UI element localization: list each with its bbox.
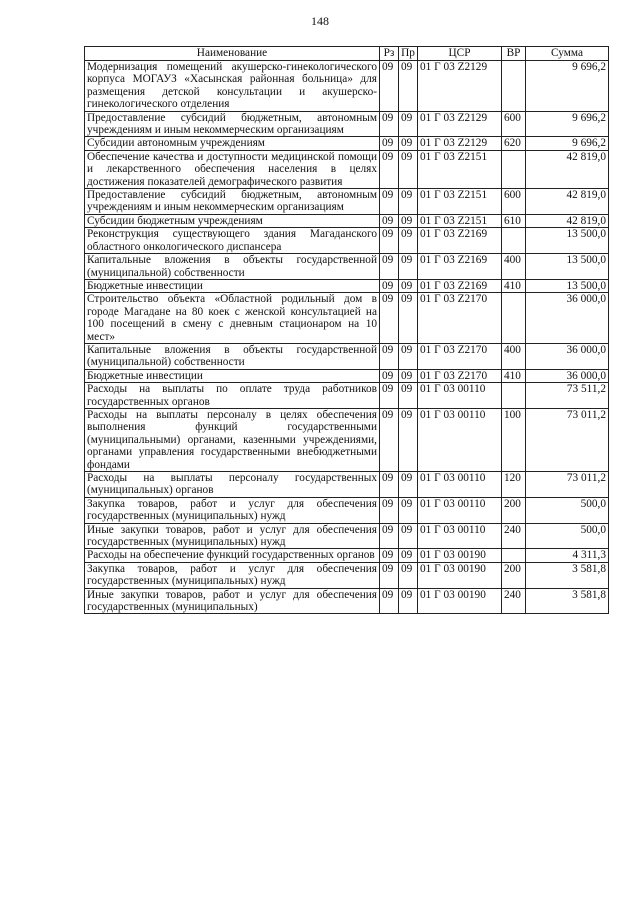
row-rz-cell: 09 — [380, 228, 399, 254]
row-vr-cell — [502, 150, 526, 188]
row-pr-cell: 09 — [399, 383, 418, 409]
table-row — [85, 383, 609, 409]
row-csr-cell: 01 Г 03 00110 — [418, 497, 502, 523]
row-vr-cell: 410 — [502, 279, 526, 292]
row-name-cell: Строительство объекта «Областной родильный дом в городе Магадане на 80 коек с женской консультацией на 100 посещений в смену с дневным стационаром на 10 мест» — [85, 293, 380, 344]
row-rz-cell: 09 — [380, 472, 399, 498]
row-sum-cell: 42 819,0 — [526, 150, 609, 188]
row-vr-cell: 400 — [502, 343, 526, 369]
row-rz-cell: 09 — [380, 562, 399, 588]
row-name-cell: Предоставление субсидий бюджетным, автономным учреждениям и иным некоммерческим организациям — [85, 111, 380, 137]
row-sum-cell: 4 311,3 — [526, 549, 609, 562]
budget-table — [84, 46, 609, 614]
row-rz-cell: 09 — [380, 111, 399, 137]
row-rz-cell: 09 — [380, 61, 399, 112]
page-number: 148 — [311, 14, 329, 28]
table-row — [85, 61, 609, 112]
row-name-cell: Модернизация помещений акушерско-гинекологического корпуса МОГАУЗ «Хасынская районная больница» для размещения детской консультации и акушерско-гинекологического отделения — [85, 61, 380, 112]
row-csr-cell: 01 Г 03 Z2151 — [418, 150, 502, 188]
row-rz-cell: 09 — [380, 279, 399, 292]
row-sum-cell: 13 500,0 — [526, 228, 609, 254]
row-pr-cell: 09 — [399, 523, 418, 549]
row-name-cell: Расходы на выплаты персоналу в целях обеспечения выполнения функций государственными (муниципальными) органами, казенными учреждениями, органами управления государственными внебюджетными фондами — [85, 408, 380, 471]
row-rz-cell: 09 — [380, 588, 399, 614]
row-name-cell: Бюджетные инвестиции — [85, 369, 380, 382]
row-rz-cell: 09 — [380, 150, 399, 188]
header-pr: Пр — [399, 47, 418, 61]
row-name-cell: Иные закупки товаров, работ и услуг для обеспечения государственных (муниципальных) — [85, 588, 380, 614]
row-rz-cell: 09 — [380, 383, 399, 409]
row-vr-cell — [502, 383, 526, 409]
row-csr-cell: 01 Г 03 Z2129 — [418, 111, 502, 137]
row-vr-cell: 600 — [502, 111, 526, 137]
row-name-cell: Капитальные вложения в объекты государственной (муниципальной) собственности — [85, 343, 380, 369]
row-rz-cell: 09 — [380, 293, 399, 344]
table-row — [85, 497, 609, 523]
row-sum-cell: 9 696,2 — [526, 61, 609, 112]
header-name: Наименование — [85, 47, 380, 61]
row-rz-cell: 09 — [380, 343, 399, 369]
row-vr-cell — [502, 228, 526, 254]
row-vr-cell — [502, 549, 526, 562]
row-rz-cell: 09 — [380, 523, 399, 549]
row-csr-cell: 01 Г 03 00190 — [418, 588, 502, 614]
row-vr-cell: 400 — [502, 254, 526, 280]
row-rz-cell: 09 — [380, 137, 399, 150]
row-sum-cell: 42 819,0 — [526, 189, 609, 215]
table-row — [85, 293, 609, 344]
row-csr-cell: 01 Г 03 Z2129 — [418, 137, 502, 150]
row-name-cell: Иные закупки товаров, работ и услуг для обеспечения государственных (муниципальных) нужд — [85, 523, 380, 549]
row-pr-cell: 09 — [399, 189, 418, 215]
row-sum-cell: 73 011,2 — [526, 408, 609, 471]
row-name-cell: Расходы на обеспечение функций государственных органов — [85, 549, 380, 562]
row-csr-cell: 01 Г 03 00110 — [418, 383, 502, 409]
row-name-cell: Субсидии бюджетным учреждениям — [85, 214, 380, 227]
row-csr-cell: 01 Г 03 00110 — [418, 472, 502, 498]
row-name-cell: Предоставление субсидий бюджетным, автономным учреждениям и иным некоммерческим организациям — [85, 189, 380, 215]
table-row — [85, 343, 609, 369]
row-csr-cell: 01 Г 03 Z2170 — [418, 293, 502, 344]
table-row — [85, 369, 609, 382]
table-row — [85, 111, 609, 137]
table-row — [85, 137, 609, 150]
table-row — [85, 214, 609, 227]
table-body — [85, 61, 609, 614]
row-vr-cell: 240 — [502, 523, 526, 549]
row-sum-cell: 13 500,0 — [526, 279, 609, 292]
row-pr-cell: 09 — [399, 562, 418, 588]
row-vr-cell: 410 — [502, 369, 526, 382]
row-vr-cell — [502, 293, 526, 344]
row-vr-cell: 240 — [502, 588, 526, 614]
row-csr-cell: 01 Г 03 00190 — [418, 549, 502, 562]
row-sum-cell: 36 000,0 — [526, 343, 609, 369]
header-sum: Сумма — [526, 47, 609, 61]
row-pr-cell: 09 — [399, 472, 418, 498]
row-name-cell: Реконструкция существующего здания Магаданского областного онкологического диспансера — [85, 228, 380, 254]
row-sum-cell: 500,0 — [526, 497, 609, 523]
row-pr-cell: 09 — [399, 549, 418, 562]
row-vr-cell: 200 — [502, 562, 526, 588]
row-pr-cell: 09 — [399, 279, 418, 292]
row-csr-cell: 01 Г 03 Z2170 — [418, 343, 502, 369]
row-rz-cell: 09 — [380, 408, 399, 471]
row-csr-cell: 01 Г 03 Z2151 — [418, 214, 502, 227]
row-csr-cell: 01 Г 03 00110 — [418, 408, 502, 471]
row-csr-cell: 01 Г 03 00110 — [418, 523, 502, 549]
row-vr-cell — [502, 61, 526, 112]
header-csr: ЦСР — [418, 47, 502, 61]
row-sum-cell: 13 500,0 — [526, 254, 609, 280]
table-row — [85, 588, 609, 614]
row-pr-cell: 09 — [399, 228, 418, 254]
table-row — [85, 472, 609, 498]
row-sum-cell: 500,0 — [526, 523, 609, 549]
table-row — [85, 549, 609, 562]
row-sum-cell: 3 581,8 — [526, 588, 609, 614]
row-rz-cell: 09 — [380, 189, 399, 215]
row-pr-cell: 09 — [399, 293, 418, 344]
row-csr-cell: 01 Г 03 00190 — [418, 562, 502, 588]
row-pr-cell: 09 — [399, 588, 418, 614]
row-name-cell: Расходы на выплаты по оплате труда работников государственных органов — [85, 383, 380, 409]
row-pr-cell: 09 — [399, 111, 418, 137]
table-row — [85, 150, 609, 188]
row-sum-cell: 42 819,0 — [526, 214, 609, 227]
row-vr-cell: 200 — [502, 497, 526, 523]
row-pr-cell: 09 — [399, 254, 418, 280]
header-vr: ВР — [502, 47, 526, 61]
row-sum-cell: 9 696,2 — [526, 111, 609, 137]
row-name-cell: Капитальные вложения в объекты государственной (муниципальной) собственности — [85, 254, 380, 280]
row-sum-cell: 36 000,0 — [526, 293, 609, 344]
row-pr-cell: 09 — [399, 343, 418, 369]
row-vr-cell: 100 — [502, 408, 526, 471]
row-rz-cell: 09 — [380, 369, 399, 382]
row-sum-cell: 36 000,0 — [526, 369, 609, 382]
row-vr-cell: 620 — [502, 137, 526, 150]
row-pr-cell: 09 — [399, 369, 418, 382]
row-rz-cell: 09 — [380, 497, 399, 523]
row-csr-cell: 01 Г 03 Z2169 — [418, 279, 502, 292]
row-name-cell: Закупка товаров, работ и услуг для обеспечения государственных (муниципальных) нужд — [85, 562, 380, 588]
table-row — [85, 523, 609, 549]
row-vr-cell: 120 — [502, 472, 526, 498]
row-sum-cell: 9 696,2 — [526, 137, 609, 150]
row-pr-cell: 09 — [399, 61, 418, 112]
row-pr-cell: 09 — [399, 137, 418, 150]
table-row — [85, 562, 609, 588]
table-row — [85, 279, 609, 292]
row-pr-cell: 09 — [399, 408, 418, 471]
table-row — [85, 228, 609, 254]
row-csr-cell: 01 Г 03 Z2169 — [418, 254, 502, 280]
row-name-cell: Обеспечение качества и доступности медицинской помощи и лекарственного обеспечения населения в целях достижения показателей демографического развития — [85, 150, 380, 188]
row-rz-cell: 09 — [380, 254, 399, 280]
row-sum-cell: 73 011,2 — [526, 472, 609, 498]
row-pr-cell: 09 — [399, 214, 418, 227]
row-name-cell: Субсидии автономным учреждениям — [85, 137, 380, 150]
row-csr-cell: 01 Г 03 Z2151 — [418, 189, 502, 215]
row-rz-cell: 09 — [380, 214, 399, 227]
table-row — [85, 254, 609, 280]
row-pr-cell: 09 — [399, 497, 418, 523]
row-name-cell: Закупка товаров, работ и услуг для обеспечения государственных (муниципальных) нужд — [85, 497, 380, 523]
table-header-row — [85, 47, 609, 61]
row-csr-cell: 01 Г 03 Z2170 — [418, 369, 502, 382]
table-row — [85, 189, 609, 215]
header-rz: Рз — [380, 47, 399, 61]
row-name-cell: Бюджетные инвестиции — [85, 279, 380, 292]
row-sum-cell: 3 581,8 — [526, 562, 609, 588]
row-csr-cell: 01 Г 03 Z2129 — [418, 61, 502, 112]
row-rz-cell: 09 — [380, 549, 399, 562]
row-vr-cell: 600 — [502, 189, 526, 215]
row-name-cell: Расходы на выплаты персоналу государственных (муниципальных) органов — [85, 472, 380, 498]
table-row — [85, 408, 609, 471]
row-csr-cell: 01 Г 03 Z2169 — [418, 228, 502, 254]
row-sum-cell: 73 511,2 — [526, 383, 609, 409]
row-vr-cell: 610 — [502, 214, 526, 227]
row-pr-cell: 09 — [399, 150, 418, 188]
